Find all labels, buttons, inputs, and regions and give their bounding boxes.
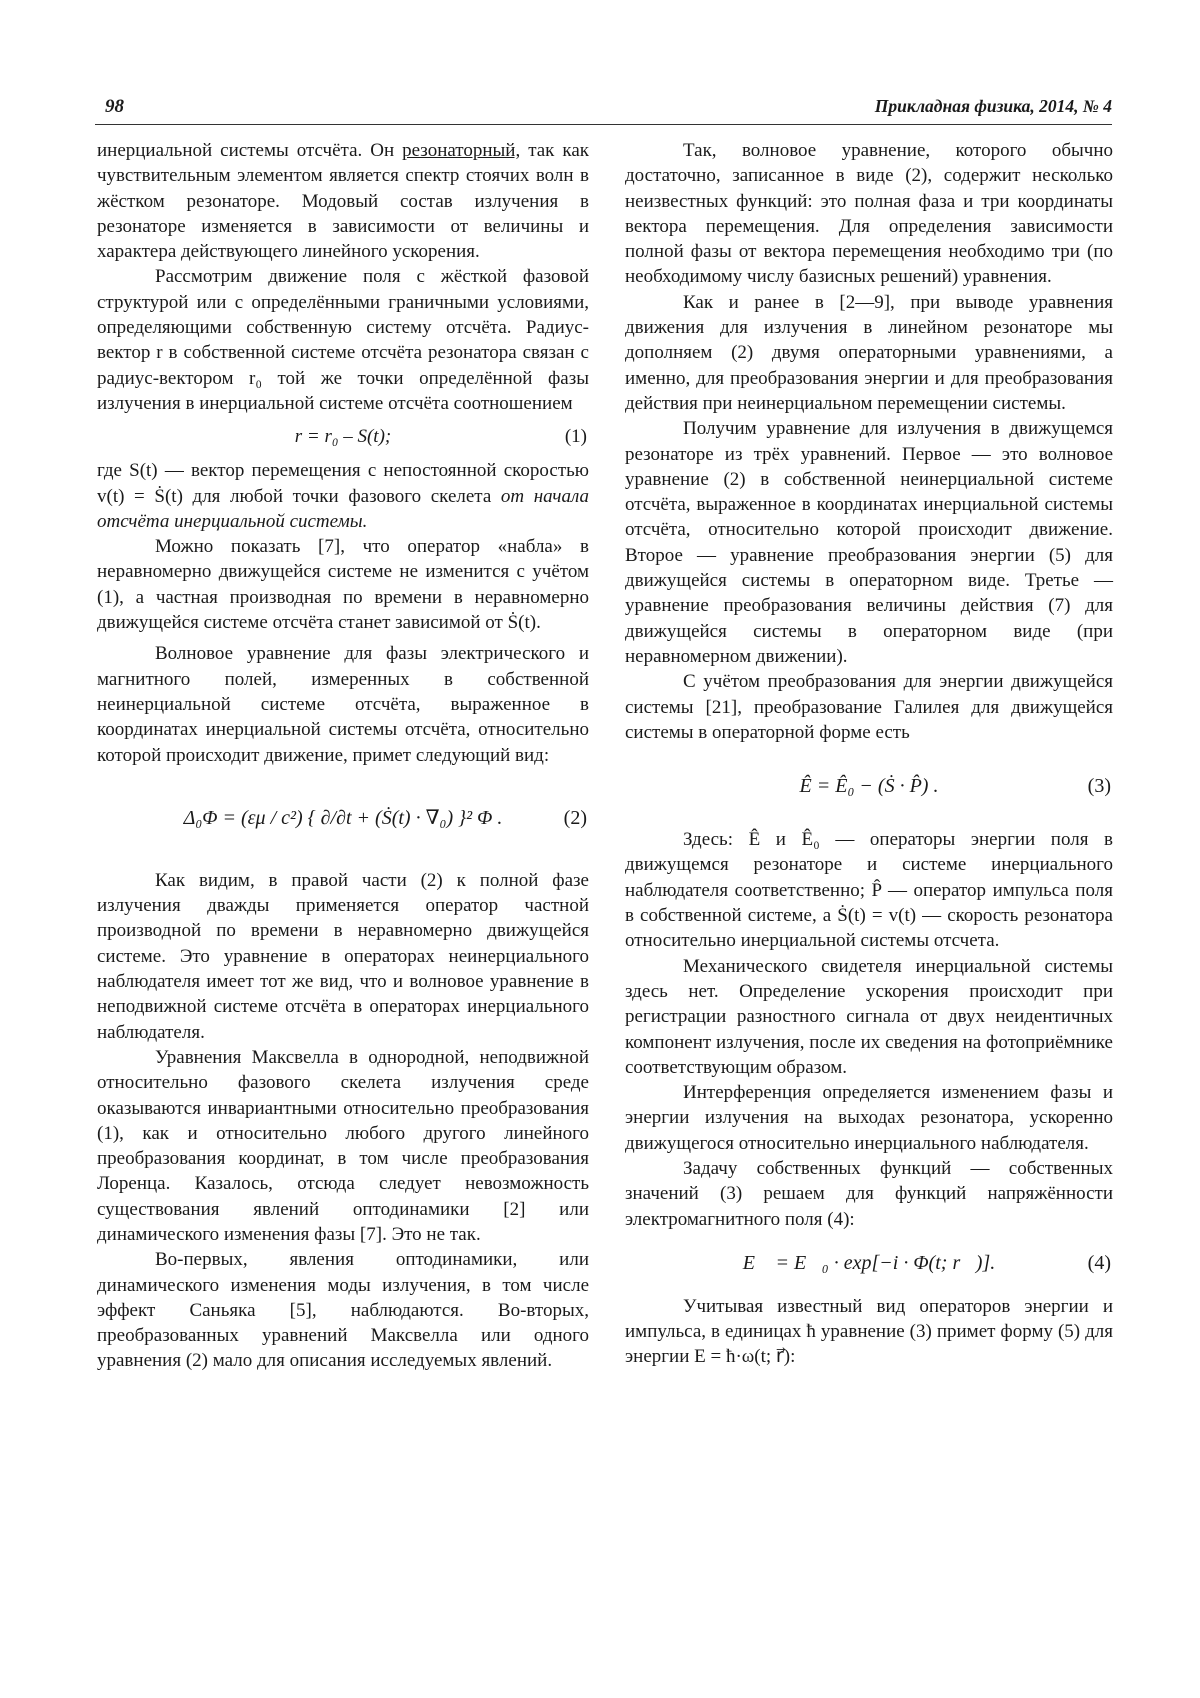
paragraph: Как видим, в правой части (2) к полной фазе излучения дважды применяется оператор частной производной по времени в неравномерно движущейся системе. Это уравнение в операторах неинерциального наблюдателя имеет тот же вид, что и волновое уравнение в неподвижной системе отсчёта в операторах инерциального наблюдателя. [97, 869, 589, 1043]
paragraph: где S(t) — вектор перемещения с непостоянной скоростью v(t) = Ṡ(t) для любой точки фазового скелета от начала отсчёта инерциальной системы. [97, 460, 589, 532]
equation-body: r = r₀ – S(t); [294, 426, 392, 448]
paragraph: инерциальной системы отсчёта. Он резонаторный, так как чувствительным элементом является спектр стоячих волн в жёстком резонаторе. Модовый состав излучения в резонаторе изменяется в зависимости от величины и характера действующего линейного ускорения. [97, 140, 589, 263]
left-column [97, 138, 589, 1374]
page-number: 98 [105, 96, 124, 117]
page-header [95, 92, 1112, 125]
right-column [625, 138, 1113, 1370]
equation-1 [97, 420, 589, 454]
paragraph: Здесь: Ê и Ê₀ — операторы энергии поля в движущемся резонаторе и системе инерциального наблюдателя соответственно; P̂ — оператор импульса поля в собственной системе, а Ṡ(t) = v(t) — скорость резонатора относительно инерциальной системы отсчета. [625, 829, 1113, 952]
paragraph: Уравнения Максвелла в однородной, неподвижной относительно фазового скелета излучения среде оказываются инвариантными относительно преобразования (1), как и относительно любого другого линейного преобразования координат, в том числе преобразования Лоренца. Казалось, отсюда следует невозможность существования явлений оптодинамики [2] или динамического изменения фазы [7]. Это не так. [97, 1046, 589, 1245]
equation-body: Ê = Ê₀ − (Ṡ · P̂) . [799, 775, 939, 798]
paragraph: Рассмотрим движение поля с жёсткой фазовой структурой или с определёнными граничными условиями, определяющими собственную систему отсчёта. Радиус-вектор r в собственной системе отсчёта резонатора связан с радиус-вектором r₀ той же точки определённой фазы излучения в инерциальной системе отсчёта соотношением [97, 266, 589, 414]
paragraph: С учётом преобразования для энергии движущейся системы [21], преобразование Галилея для движущейся системы в операторной форме есть [625, 671, 1113, 743]
equation-body: E⃗ = E⃗₀ · exp[−i · Φ(t; r⃗)]. [742, 1251, 996, 1274]
equation-2 [97, 772, 589, 864]
journal-title: Прикладная физика, 2014, № 4 [874, 96, 1112, 116]
paragraph: Как и ранее в [2—9], при выводе уравнения движения для излучения в линейном резонаторе мы дополняем (2) двумя операторными уравнениями, а именно, для преобразования энергии и для преобразования действия при неинерциальном перемещении системы. [625, 291, 1113, 414]
italic-phrase: от начала отсчёта инерциальной системы. [97, 485, 589, 532]
paragraph: Волновое уравнение для фазы электрического и магнитного полей, измеренных в собственной неинерциальной системе отсчёта, выраженное в координатах инерциальной системы отсчёта, относительно которой происходит движение, примет следующий вид: [97, 643, 589, 766]
paragraph: Интерференция определяется изменением фазы и энергии излучения на выходах резонатора, ускоренно движущегося относительно инерциального наблюдателя. [625, 1082, 1113, 1154]
paragraph: Можно показать [7], что оператор «набла» в неравномерно движущейся системе не изменится с учётом (1), а частная производная по времени в неравномерно движущейся системе отсчёта станет зависимой от Ṡ(t). [97, 536, 589, 634]
equation-4 [625, 1236, 1113, 1290]
paragraph: Задачу собственных функций — собственных значений (3) решаем для функций напряжённости электромагнитного поля (4): [625, 1157, 1113, 1230]
paragraph: Так, волновое уравнение, которого обычно достаточно, записанное в виде (2), содержит несколько неизвестных функций: это полная фаза и три координаты вектора перемещения. Для определения зависимости полной фазы от вектора перемещения необходимо три (по необходимому числу базисных решений) уравнения. [625, 140, 1113, 288]
paragraph: Механического свидетеля инерциальной системы здесь нет. Определение ускорения происходит при регистрации разностного сигнала от двух неидентичных компонент излучения, после их сведения на фотоприёмнике соответствующим образом. [625, 955, 1113, 1078]
underlined-word: резонаторный, [402, 140, 521, 161]
equation-number: (2) [563, 806, 587, 829]
equation-body: Δ₀Φ = (εμ / c²) { ∂/∂t + (Ṡ(t) · ∇₀) }² Φ . [183, 806, 503, 829]
paragraph: Получим уравнение для излучения в движущемся резонаторе из трёх уравнений. Первое — это волновое уравнение (2) в собственной неинерциальной системе отсчёта, выраженное в координатах инерциальной системы отсчёта, относительно которой происходит движение. Второе — уравнение преобразования энергии (5) для движущейся системы в операторном виде. Третье — уравнение преобразования величины действия (7) для движущейся системы в операторном виде (при неравномерном движении). [625, 418, 1113, 667]
equation-3 [625, 749, 1113, 823]
paragraph: Во-первых, явления оптодинамики, или динамического изменения моды излучения, в том числе эффект Саньяка [5], наблюдаются. Во-вторых, преобразованных уравнений Максвелла или одного уравнения (2) мало для описания исследуемых явлений. [97, 1249, 589, 1372]
paragraph: Учитывая известный вид операторов энергии и импульса, в единицах ħ уравнение (3) примет форму (5) для энергии E = ħ·ω(t; r⃗): [625, 1295, 1113, 1368]
equation-number: (1) [564, 426, 587, 448]
equation-number: (3) [1087, 775, 1111, 798]
equation-number: (4) [1087, 1251, 1111, 1274]
